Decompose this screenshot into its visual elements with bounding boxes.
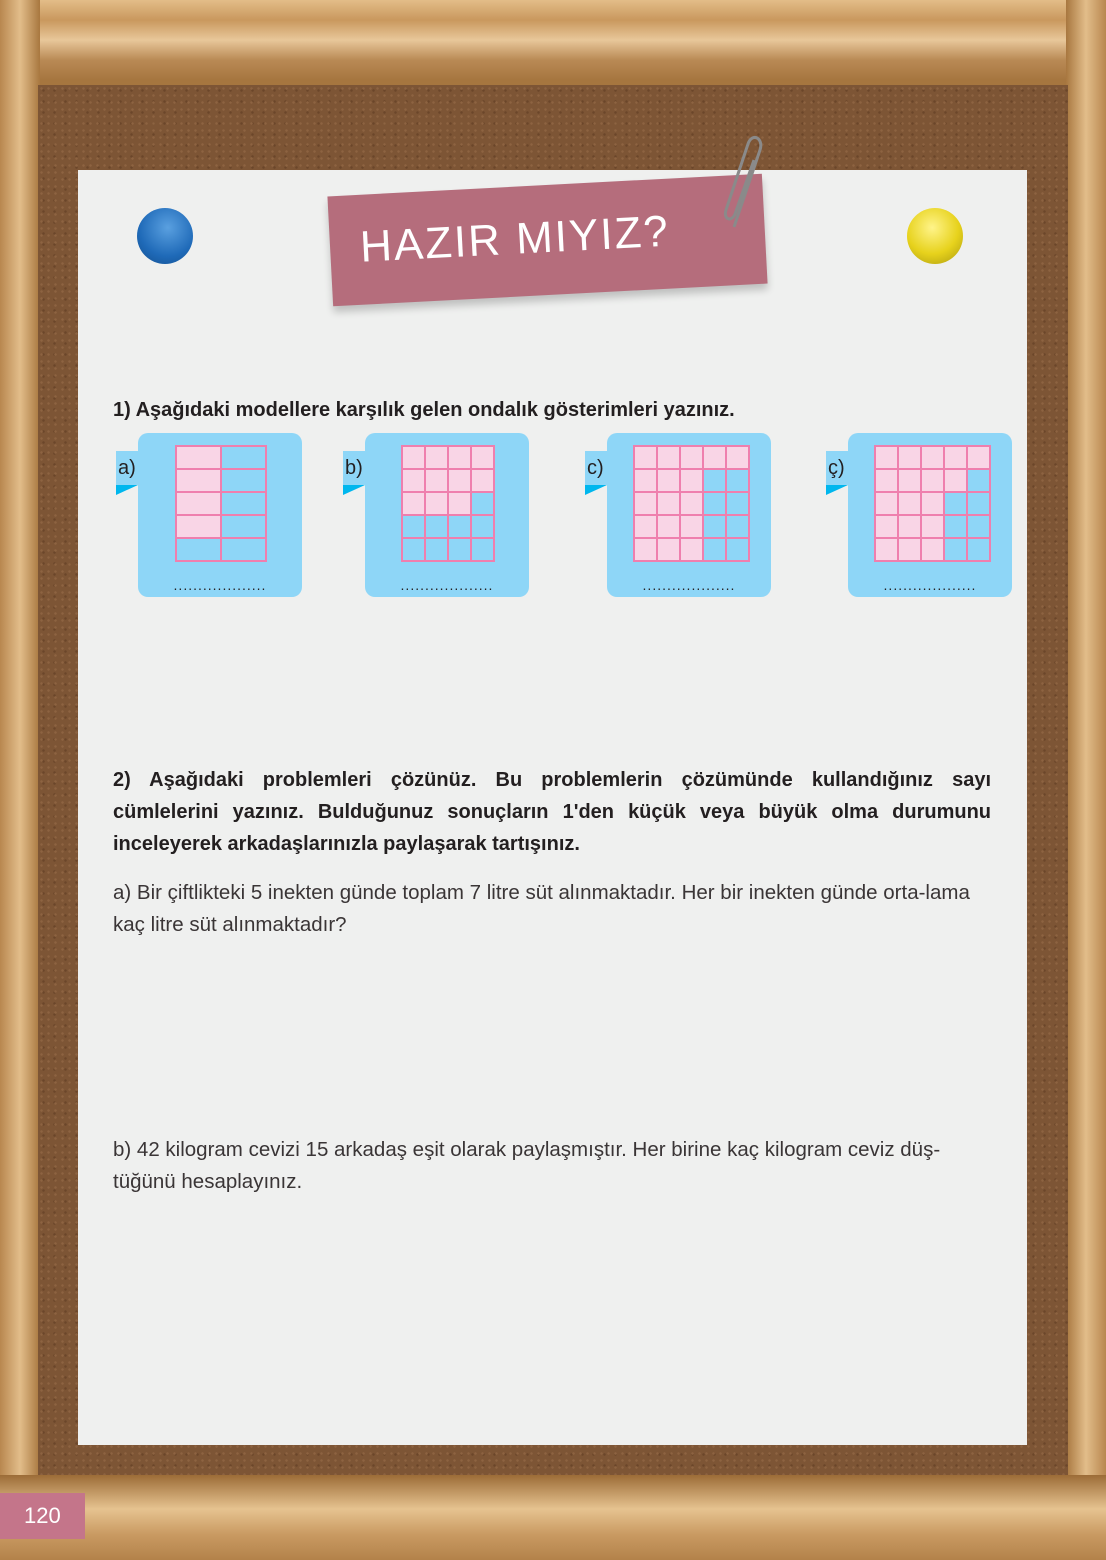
unshaded-cell xyxy=(944,515,967,538)
model-card xyxy=(138,433,302,597)
problem-a: a) Bir çiftlikteki 5 inekten günde toplam 7 litre süt alınmaktadır. Her bir inekten günde orta-lama kaç litre süt alınmaktadır? xyxy=(113,881,970,936)
unshaded-cell xyxy=(703,538,726,561)
unshaded-cell xyxy=(221,538,266,561)
unshaded-cell xyxy=(726,469,749,492)
unshaded-cell xyxy=(967,469,990,492)
unshaded-cell xyxy=(471,492,494,515)
shaded-cell xyxy=(967,446,990,469)
shaded-cell xyxy=(402,469,425,492)
unshaded-cell xyxy=(221,469,266,492)
shaded-cell xyxy=(634,469,657,492)
shaded-cell xyxy=(471,446,494,469)
decimal-grid xyxy=(401,445,495,562)
shaded-cell xyxy=(657,515,680,538)
unshaded-cell xyxy=(726,492,749,515)
shaded-cell xyxy=(634,446,657,469)
unshaded-cell xyxy=(471,515,494,538)
shaded-cell xyxy=(680,515,703,538)
shaded-cell xyxy=(657,492,680,515)
unshaded-cell xyxy=(703,492,726,515)
paperclip-icon xyxy=(716,132,772,232)
question-1: 1) Aşağıdaki modellere karşılık gelen ondalık gösterimleri yazınız. xyxy=(113,399,735,421)
page-number: 120 xyxy=(0,1493,85,1539)
model-card xyxy=(365,433,529,597)
shaded-cell xyxy=(634,492,657,515)
model-label: c) xyxy=(585,451,607,485)
unshaded-cell xyxy=(967,492,990,515)
unshaded-cell xyxy=(726,515,749,538)
shaded-cell xyxy=(921,538,944,561)
shaded-cell xyxy=(944,446,967,469)
shaded-cell xyxy=(944,469,967,492)
answer-blank[interactable]: ................... xyxy=(173,577,267,593)
shaded-cell xyxy=(176,515,221,538)
unshaded-cell xyxy=(221,492,266,515)
model-card xyxy=(607,433,771,597)
title-banner xyxy=(327,174,767,307)
shaded-cell xyxy=(898,446,921,469)
shaded-cell xyxy=(657,538,680,561)
question-2: 2) Aşağıdaki problemleri çözünüz. Bu problemlerin çözümünde kullandığınız sayı cümlelerini yazınız. Bulduğunuz sonuçların 1'den küçük veya büyük olma durumunu inceleyerek arkadaşlarınızla paylaşarak tartışınız. xyxy=(113,769,991,855)
shaded-cell xyxy=(176,469,221,492)
unshaded-cell xyxy=(944,492,967,515)
wood-frame-left xyxy=(0,0,40,1560)
yellow-pushpin-icon xyxy=(907,208,963,264)
shaded-cell xyxy=(680,538,703,561)
shaded-cell xyxy=(921,515,944,538)
unshaded-cell xyxy=(402,515,425,538)
shaded-cell xyxy=(425,446,448,469)
unshaded-cell xyxy=(703,515,726,538)
unshaded-cell xyxy=(448,538,471,561)
unshaded-cell xyxy=(221,446,266,469)
unshaded-cell xyxy=(402,538,425,561)
shaded-cell xyxy=(921,446,944,469)
shaded-cell xyxy=(898,492,921,515)
shaded-cell xyxy=(875,492,898,515)
blue-pushpin-icon xyxy=(137,208,193,264)
shaded-cell xyxy=(425,492,448,515)
shaded-cell xyxy=(657,446,680,469)
shaded-cell xyxy=(875,538,898,561)
decimal-grid xyxy=(874,445,991,562)
shaded-cell xyxy=(680,446,703,469)
shaded-cell xyxy=(448,446,471,469)
problem-b: b) 42 kilogram cevizi 15 arkadaş eşit olarak paylaşmıştır. Her birine kaç kilogram ceviz düş-tüğünü hesaplayınız. xyxy=(113,1138,941,1193)
shaded-cell xyxy=(875,446,898,469)
shaded-cell xyxy=(921,492,944,515)
shaded-cell xyxy=(634,538,657,561)
model-label: ç) xyxy=(826,451,848,485)
unshaded-cell xyxy=(967,515,990,538)
shaded-cell xyxy=(875,515,898,538)
unshaded-cell xyxy=(944,538,967,561)
shaded-cell xyxy=(176,492,221,515)
shaded-cell xyxy=(680,492,703,515)
shaded-cell xyxy=(680,469,703,492)
shaded-cell xyxy=(898,538,921,561)
unshaded-cell xyxy=(471,538,494,561)
answer-blank[interactable]: ................... xyxy=(883,577,977,593)
shaded-cell xyxy=(448,492,471,515)
answer-blank[interactable]: ................... xyxy=(400,577,494,593)
decimal-grid xyxy=(633,445,750,562)
model-label: a) xyxy=(116,451,138,485)
page-title: HAZIR MIYIZ? xyxy=(358,206,672,272)
shaded-cell xyxy=(402,446,425,469)
shaded-cell xyxy=(402,492,425,515)
decimal-grid xyxy=(175,445,267,562)
shaded-cell xyxy=(898,469,921,492)
unshaded-cell xyxy=(703,469,726,492)
shaded-cell xyxy=(657,469,680,492)
shaded-cell xyxy=(898,515,921,538)
answer-blank[interactable]: ................... xyxy=(642,577,736,593)
shaded-cell xyxy=(471,469,494,492)
unshaded-cell xyxy=(425,515,448,538)
unshaded-cell xyxy=(176,538,221,561)
unshaded-cell xyxy=(221,515,266,538)
model-card xyxy=(848,433,1012,597)
shaded-cell xyxy=(726,446,749,469)
shaded-cell xyxy=(448,469,471,492)
unshaded-cell xyxy=(967,538,990,561)
shaded-cell xyxy=(425,469,448,492)
model-label: b) xyxy=(343,451,365,485)
shaded-cell xyxy=(875,469,898,492)
wood-frame-bottom xyxy=(0,1475,1106,1560)
unshaded-cell xyxy=(425,538,448,561)
shaded-cell xyxy=(176,446,221,469)
unshaded-cell xyxy=(448,515,471,538)
shaded-cell xyxy=(703,446,726,469)
unshaded-cell xyxy=(726,538,749,561)
shaded-cell xyxy=(921,469,944,492)
wood-frame-right xyxy=(1066,0,1106,1560)
shaded-cell xyxy=(634,515,657,538)
